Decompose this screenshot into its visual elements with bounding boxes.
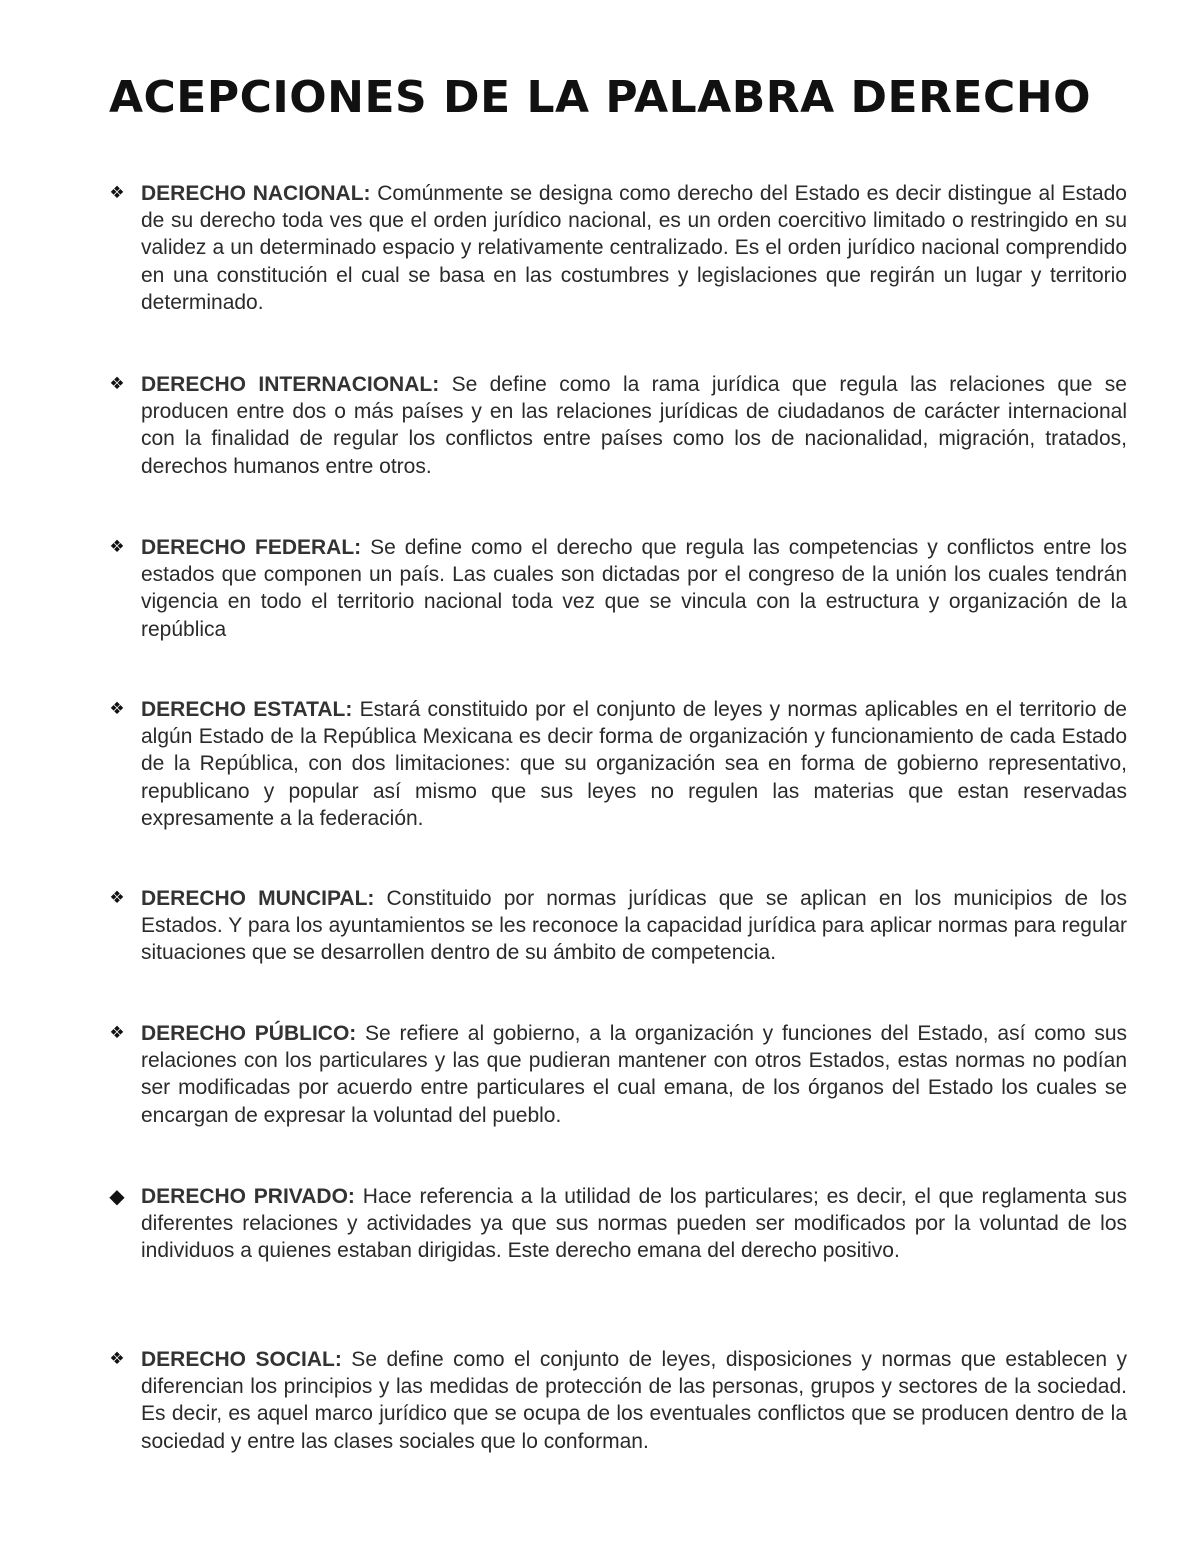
page-title: ACEPCIONES DE LA PALABRA DERECHO bbox=[108, 72, 1092, 123]
solid-diamond-bullet-icon: ◆ bbox=[109, 1184, 125, 1208]
entry-text: Hace referencia a la utilidad de los particulares; es decir, el que reglamenta sus diferentes relaciones y actividades ya que sus normas pueden ser modificados por la voluntad de los individuos a quienes estaban dirigidas. Este derecho emana del derecho positivo. bbox=[141, 1185, 1127, 1263]
entry-term: DERECHO PRIVADO: bbox=[141, 1185, 355, 1208]
diamond-bullet-icon: ❖ bbox=[109, 888, 125, 908]
entry-term: DERECHO PÚBLICO: bbox=[141, 1022, 357, 1045]
diamond-bullet-icon: ❖ bbox=[109, 1023, 125, 1043]
diamond-bullet-icon: ❖ bbox=[109, 1349, 125, 1369]
entry-derecho-internacional bbox=[109, 371, 1127, 480]
entry-text: Estará constituido por el conjunto de leyes y normas aplicables en el territorio de algún Estado de la República Mexicana es decir forma de organización y funcionamiento de cada Estado de la República, con dos limitaciones: que su organización sea en forma de gobierno representativo, republicano y popular así mismo que sus leyes no regulen las materias que estan reservadas expresamente a la federación. bbox=[141, 698, 1127, 830]
entry-term: DERECHO NACIONAL: bbox=[141, 182, 371, 205]
entry-derecho-publico bbox=[109, 1020, 1127, 1129]
entry-term: DERECHO MUNCIPAL: bbox=[141, 887, 375, 910]
entry-derecho-federal bbox=[109, 534, 1127, 643]
entry-derecho-social bbox=[109, 1346, 1127, 1455]
entry-text: Se define como la rama jurídica que regula las relaciones que se producen entre dos o más países y en las relaciones jurídicas de ciudadanos de carácter internacional con la finalidad de regular los conflictos entre países como los de nacionalidad, migración, tratados, derechos humanos entre otros. bbox=[141, 373, 1127, 478]
entry-term: DERECHO ESTATAL: bbox=[141, 698, 353, 721]
diamond-bullet-icon: ❖ bbox=[109, 537, 125, 557]
entry-text: Se refiere al gobierno, a la organización y funciones del Estado, así como sus relaciones con los particulares y las que pudieran mantener con otros Estados, estas normas no podían ser modificadas por acuerdo entre particulares el cual emana, de los órganos del Estado los cuales se encargan de expresar la voluntad del pueblo. bbox=[141, 1022, 1127, 1127]
entry-text: Constituido por normas jurídicas que se aplican en los municipios de los Estados. Y para los ayuntamientos se les reconoce la capacidad jurídica para aplicar normas para regular situaciones que se desarrollen dentro de su ámbito de competencia. bbox=[141, 887, 1127, 965]
diamond-bullet-icon: ❖ bbox=[109, 183, 125, 203]
entry-term: DERECHO FEDERAL: bbox=[141, 536, 362, 559]
entry-derecho-nacional bbox=[109, 180, 1127, 316]
entry-term: DERECHO INTERNACIONAL: bbox=[141, 373, 440, 396]
diamond-bullet-icon: ❖ bbox=[109, 699, 125, 719]
entry-text: Se define como el conjunto de leyes, disposiciones y normas que establecen y diferencian los principios y las medidas de protección de las personas, grupos y sectores de la sociedad. Es decir, es aquel marco jurídico que se ocupa de los eventuales conflictos que se producen dentro de la sociedad y entre las clases sociales que lo conforman. bbox=[141, 1348, 1127, 1453]
entry-text: Se define como el derecho que regula las competencias y conflictos entre los estados que componen un país. Las cuales son dictadas por el congreso de la unión los cuales tendrán vigencia en todo el territorio nacional toda vez que se vincula con la estructura y organización de la república bbox=[141, 536, 1127, 641]
entry-text: Comúnmente se designa como derecho del Estado es decir distingue al Estado de su derecho toda ves que el orden jurídico nacional, es un orden coercitivo limitado o restringido en su validez a un determinado espacio y relativamente centralizado. Es el orden jurídico nacional comprendido en una constitución el cual se basa en las costumbres y legislaciones que regirán un lugar y territorio determinado. bbox=[141, 182, 1127, 314]
diamond-bullet-icon: ❖ bbox=[109, 374, 125, 394]
entry-derecho-estatal bbox=[109, 696, 1127, 832]
entry-derecho-municipal bbox=[109, 885, 1127, 967]
entry-term: DERECHO SOCIAL: bbox=[141, 1348, 342, 1371]
entry-derecho-privado bbox=[109, 1183, 1127, 1265]
